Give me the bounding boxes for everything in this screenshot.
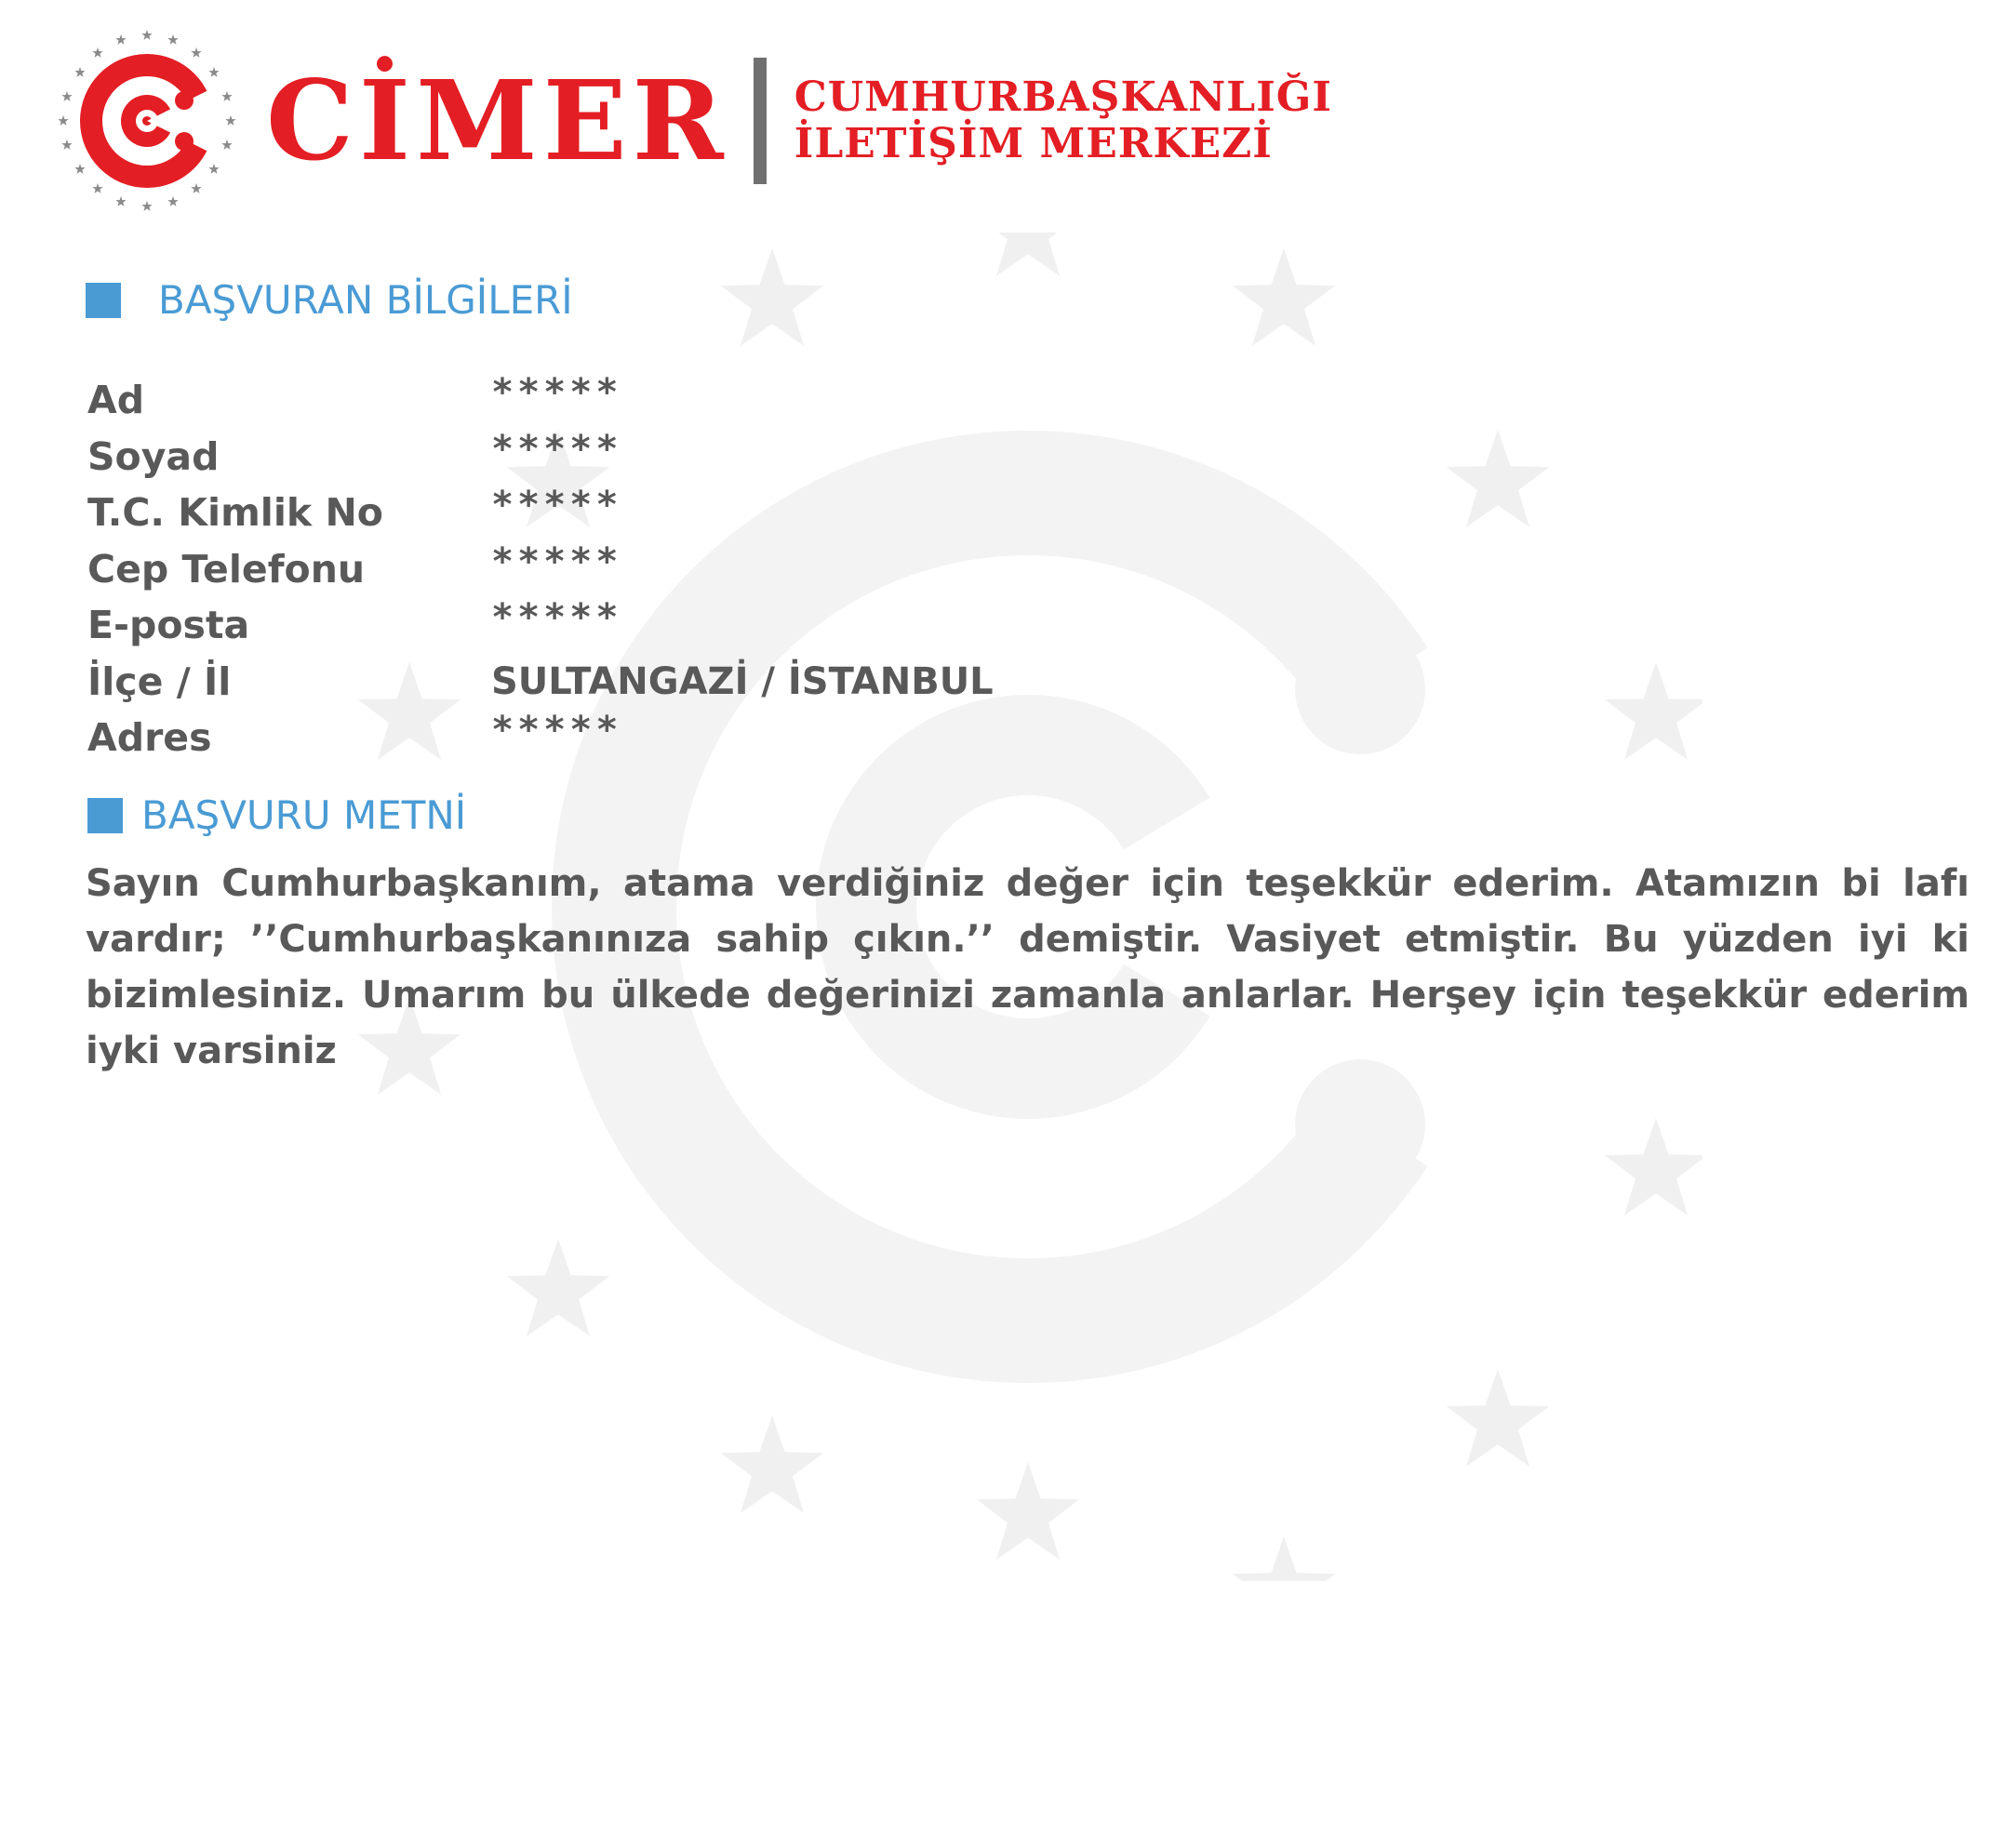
info-row-cep-telefonu [87, 541, 1390, 598]
info-value: ***** [491, 596, 622, 640]
brand-name: CİMER [266, 56, 729, 185]
info-row-adres [87, 710, 1390, 766]
info-label: Soyad [87, 433, 220, 479]
info-value: ***** [491, 709, 622, 752]
square-bullet-icon [86, 283, 121, 318]
info-value: SULTANGAZİ / İSTANBUL [491, 659, 994, 703]
header-logo [54, 28, 1332, 214]
info-row-e-posta [87, 597, 1390, 654]
info-label: Ad [87, 378, 145, 423]
info-row-ilce-il [87, 654, 1390, 711]
info-row-tc-kimlik [87, 485, 1390, 541]
info-value: ***** [491, 484, 622, 527]
info-value: ***** [491, 427, 622, 471]
info-row-soyad [87, 429, 1390, 485]
cimer-emblem-icon [54, 28, 240, 214]
brand-subtitle-line2: İLETİŞİM MERKEZİ [794, 120, 1273, 167]
applicant-info-table [87, 372, 1390, 766]
applicant-section-heading [86, 277, 573, 323]
application-text-body: Sayın Cumhurbaşkanım, atama verdiğiniz değer için teşekkür ederim. Atamızın bi lafı vardır; ’’Cumhurbaşkanınıza sahip çıkın.’’ demiştir. Vasiyet etmiştir. Bu yüzden iyi ki bizimlesiniz. Umarım bu ülkede değerinizi zamanla anlarlar. Herşey için teşekkür ederim iyki varsiniz [86, 862, 1969, 1072]
applicant-section-title: BAŞVURAN BİLGİLERİ [158, 277, 573, 323]
info-row-ad [87, 372, 1390, 429]
info-label: Adres [87, 715, 212, 761]
info-label: T.C. Kimlik No [87, 490, 383, 536]
brand-subtitle-line1: CUMHURBAŞKANLIĞI [794, 73, 1332, 121]
application-text-section-heading [87, 792, 466, 838]
brand-subtitle [794, 74, 1332, 167]
info-label: E-posta [87, 603, 250, 648]
square-bullet-icon [87, 798, 123, 833]
info-value: ***** [491, 371, 622, 415]
info-label: Cep Telefonu [87, 546, 366, 592]
info-value: ***** [491, 539, 622, 583]
brand-divider [754, 58, 767, 184]
info-label: İlçe / İl [87, 658, 232, 704]
application-text-section-title: BAŞVURU METNİ [141, 792, 467, 838]
